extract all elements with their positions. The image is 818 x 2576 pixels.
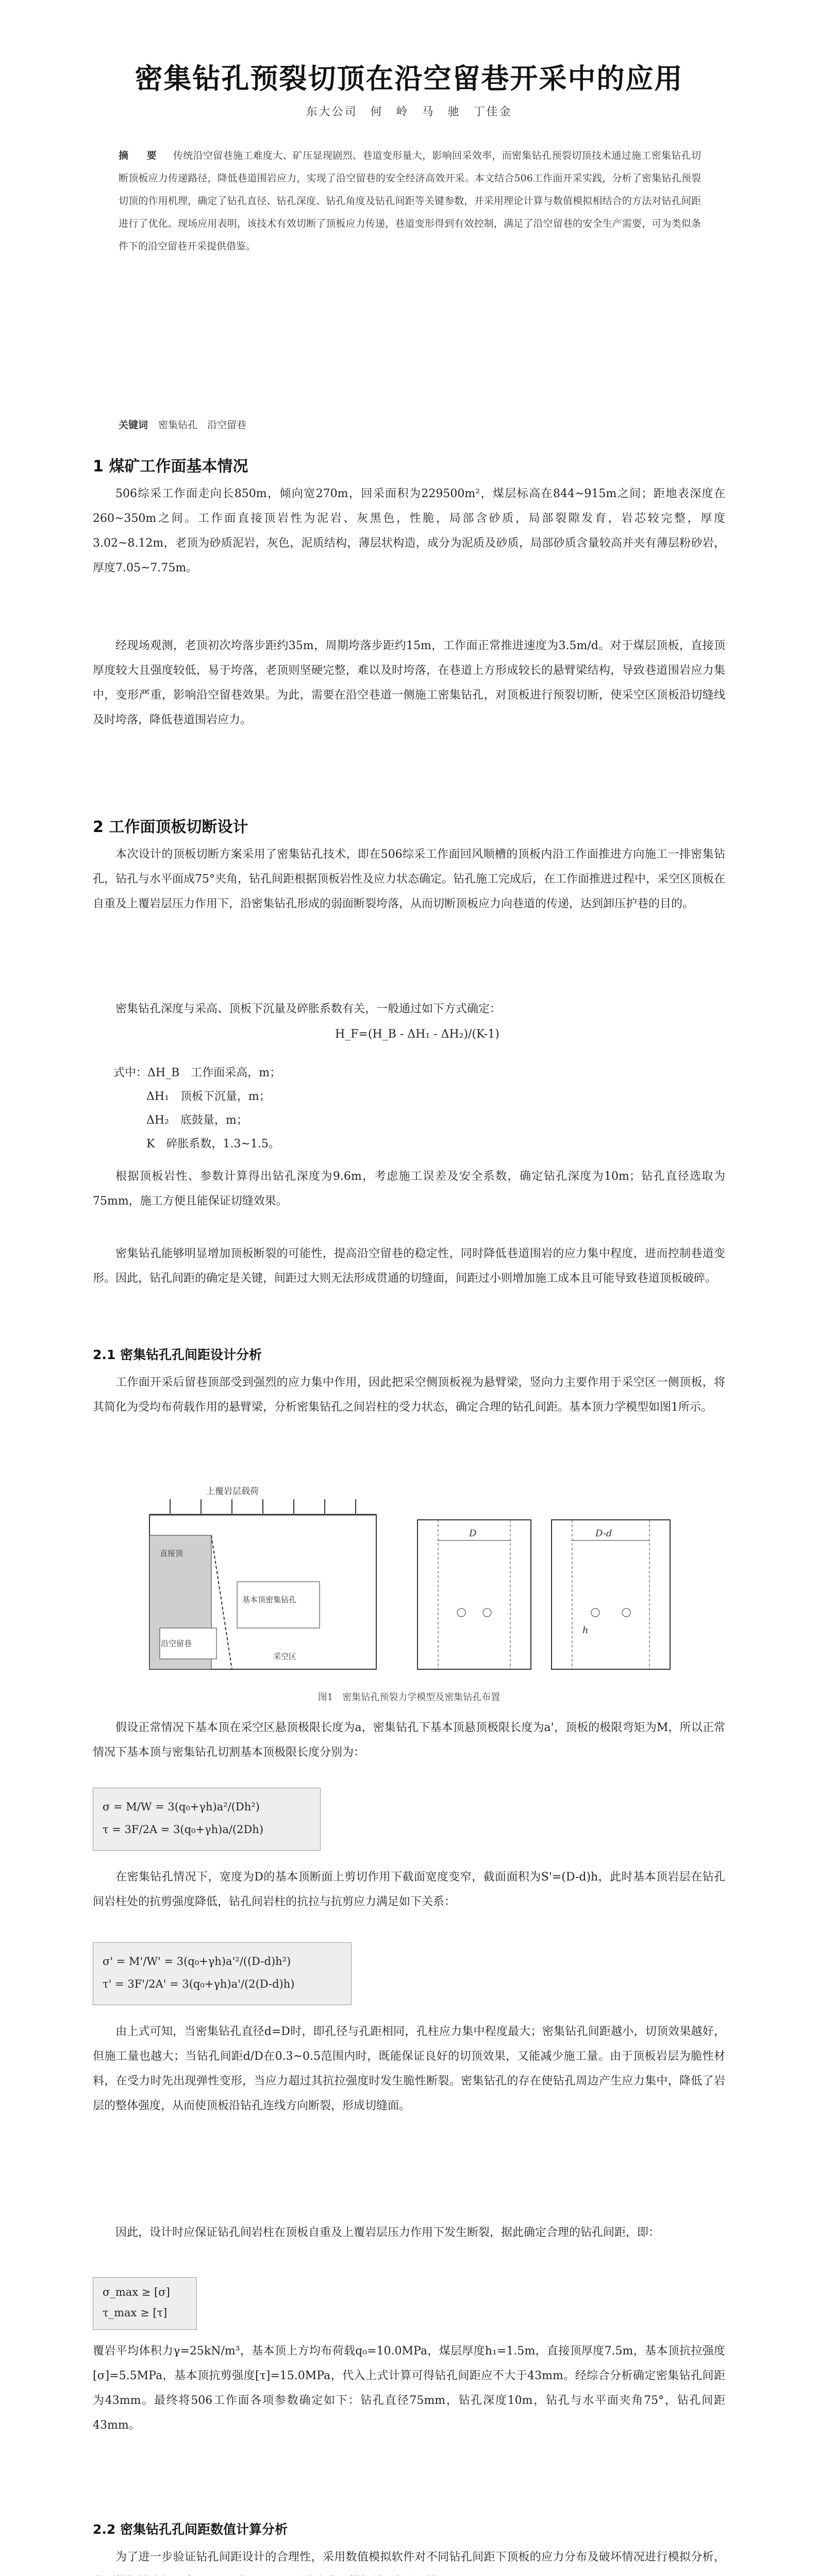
paragraph-1: 506综采工作面走向长850m，倾向宽270m，回采面积为229500m²，煤层标高在844~915m之间；距地表深度在260~350m之间。工作面直接顶岩性为泥岩、灰黑色，性脆，局部含砂质，局部裂隙发育，岩芯较完整，厚度3.02~8.12m，老顶为砂质泥岩，灰色，泥质结构，薄层状构造，成分为泥质及砂质，局部砂质含量较高并夹有薄层粉砂岩，厚度7.05~7.75m。 xyxy=(93,487,725,574)
section-heading-1: 1 煤矿工作面基本情况 xyxy=(93,457,248,476)
keywords xyxy=(119,417,701,431)
abstract-text: 传统沿空留巷施工难度大、矿压显现剧烈、巷道变形量大，影响回采效率，而密集钻孔预裂切顶技术通过施工密集钻孔切断顶板应力传递路径，降低巷道围岩应力，实现了沿空留巷的安全经济高效开采。本文结合506工作面开采实践，分析了密集钻孔预裂切顶的作用机理，确定了钻孔直径、钻孔深度、钻孔角度及钻孔间距等关键参数，并采用理论计算与数值模拟相结合的方法对钻孔间距进行了优化。现场应用表明，该技术有效切断了顶板应力传递，巷道变形得到有效控制，满足了沿空留巷的安全生产需要，可为类似条件下的沿空留巷开采提供借鉴。 xyxy=(119,150,701,252)
formula-2-image xyxy=(93,1788,321,1851)
section-heading-2-2: 2.2 密集钻孔孔间距数值计算分析 xyxy=(93,2522,288,2537)
label-dd: D-d xyxy=(595,1528,612,1539)
label-top: 上覆岩层载荷 xyxy=(206,1486,259,1497)
formula-4-line: σ_max ≥ [σ] xyxy=(103,2286,170,2298)
keywords-label: 关键词 xyxy=(119,419,148,431)
formula-1-definitions xyxy=(113,1061,281,1156)
paragraph-2: 经现场观测，老顶初次垮落步距约35m，周期垮落步距约15m，工作面正常推进速度为3.5m/d。对于煤层顶板，直接顶厚度较大且强度较低，易于垮落，老顶则坚硬完整，难以及时垮落，在巷道上方形成较长的悬臂梁结构，导致巷道围岩应力集中，变形严重，影响沿空留巷效果。为此，需要在沿空巷道一侧施工密集钻孔，对顶板进行预裂切断，使采空区顶板沿切缝线及时垮落，降低巷道围岩应力。 xyxy=(93,639,725,726)
figure-1-caption: 图1 密集钻孔预裂力学模型及密集钻孔布置 xyxy=(318,1692,500,1703)
label-h: h xyxy=(582,1625,589,1636)
paper-title: 密集钻孔预裂切顶在沿空留巷开采中的应用 xyxy=(135,62,683,95)
formula-def: K 碎胀系数，1.3~1.5。 xyxy=(146,1138,280,1150)
abstract-label: 摘 要 xyxy=(119,150,161,161)
paragraph-11: 因此，设计时应保证钻孔间岩柱在顶板自重及上覆岩层压力作用下发生断裂，据此确定合理的钻孔间距，即： xyxy=(115,2226,660,2239)
formula-3-image xyxy=(93,1942,352,2005)
formula-3-line: σ' = M'/W' = 3(q₀+γh)a'²/((D-d)h²) xyxy=(103,1955,291,1968)
label-d: D xyxy=(469,1528,477,1539)
formula-2-line: τ = 3F/2A = 3(q₀+γh)a/(2Dh) xyxy=(103,1823,264,1836)
formula-4-line: τ_max ≥ [τ] xyxy=(103,2307,168,2319)
paragraph-4: 密集钻孔深度与采高、顶板下沉量及碎胀系数有关，一般通过如下方式确定： xyxy=(115,1003,502,1015)
label-bottom: 采空区 xyxy=(273,1652,297,1661)
paragraph-13: 为了进一步验证钻孔间距设计的合理性，采用数值模拟软件对不同钻孔间距下顶板的应力分布及破坏情况进行模拟分析， xyxy=(115,2551,725,2564)
formula-1: H_F=(H_B - ΔH₁ - ΔH₂)/(K-1) xyxy=(335,1028,499,1041)
label-left: 直接顶 xyxy=(160,1549,183,1558)
paper-authors: 东大公司 何 岭 马 驰 丁佳金 xyxy=(306,106,512,118)
abstract xyxy=(119,144,701,258)
paragraph-10: 由上式可知，当密集钻孔直径d=D时，即孔径与孔距相同，孔柱应力集中程度最大；密集钻孔间距越小，切顶效果越好，但施工量也越大；当钻孔间距d/D在0.3~0.5范围内时，既能保证良好的切顶效果，又能减少施工量。由于顶板岩层为脆性材料，在受力时先出现弹性变形，当应力超过其抗拉强度时发生脆性断裂。密集钻孔的存在使钻孔周边产生应力集中，降低了岩层的整体强度，从而使顶板沿钻孔连线方向断裂，形成切缝面。 xyxy=(93,2025,725,2112)
figure-1 xyxy=(129,1479,691,1685)
mechanics-model xyxy=(149,1486,376,1669)
layout-frame-a xyxy=(418,1520,531,1669)
paragraph-7: 工作面开采后留巷顶部受到强烈的应力集中作用，因此把采空侧顶板视为悬臂梁，竖向力主要作用于采空区一侧顶板，将其简化为受均布荷载作用的悬臂梁，分析密集钻孔之间岩柱的受力状态，确定合理的钻孔间距。基本顶力学模型如图1所示。 xyxy=(93,1376,725,1414)
layout-frame-b xyxy=(552,1520,670,1669)
formula-def: ΔH₁ 顶板下沉量，m； xyxy=(146,1090,271,1103)
roof-block xyxy=(237,1582,320,1628)
paragraph-5: 根据顶板岩性、参数计算得出钻孔深度为9.6m，考虑施工误差及安全系数，确定钻孔深度为10m；钻孔直径选取为75mm，施工方便且能保证切缝效果。 xyxy=(93,1170,725,1208)
keywords-text: 密集钻孔 沿空留巷 xyxy=(158,419,247,431)
formula-4-image xyxy=(93,2277,197,2330)
label-mid: 基本顶密集钻孔 xyxy=(242,1595,297,1604)
formula-2-line: σ = M/W = 3(q₀+γh)a²/(Dh²) xyxy=(103,1801,260,1813)
paragraph-9: 在密集钻孔情况下，宽度为D的基本顶断面上剪切作用下截面宽度变窄，截面面积为S'=(D-d)h，此时基本顶岩层在钻孔间岩柱处的抗剪强度降低，钻孔间岩柱的抗拉与抗剪应力满足如下关系： xyxy=(93,1871,725,1908)
paragraph-6: 密集钻孔能够明显增加顶板断裂的可能性，提高沿空留巷的稳定性，同时降低巷道围岩的应力集中程度，进而控制巷道变形。因此，钻孔间距的确定是关键，间距过大则无法形成贯通的切缝面，间距过小则增加施工成本且可能导致巷道顶板破碎。 xyxy=(93,1247,725,1285)
figure-1-svg xyxy=(129,1479,691,1685)
label-side: 沿空留巷 xyxy=(161,1639,192,1648)
formula-def: ΔH₂ 底鼓量，m； xyxy=(146,1114,248,1127)
formula-def: 式中：ΔH_B 工作面采高，m； xyxy=(113,1066,281,1079)
load-arrows xyxy=(170,1499,356,1514)
section-heading-2-1: 2.1 密集钻孔孔间距设计分析 xyxy=(93,1347,262,1362)
paragraph-3: 本次设计的顶板切断方案采用了密集钻孔技术，即在506综采工作面回风顺槽的顶板内沿工作面推进方向施工一排密集钻孔，钻孔与水平面成75°夹角，钻孔间距根据顶板岩性及应力状态确定。钻孔施工完成后，在工作面推进过程中，采空区顶板在自重及上覆岩层压力作用下，沿密集钻孔形成的弱面断裂垮落，从而切断顶板应力向巷道的传递，达到卸压护巷的目的。 xyxy=(93,848,725,910)
borehole-layout xyxy=(418,1520,670,1669)
paragraph-8: 假设正常情况下基本顶在采空区悬顶极限长度为a，密集钻孔下基本顶悬顶极限长度为a'，顶板的极限弯矩为M，所以正常情况下基本顶与密集钻孔切割基本顶极限长度分别为： xyxy=(93,1721,725,1759)
formula-3-line: τ' = 3F'/2A' = 3(q₀+γh)a'/(2(D-d)h) xyxy=(103,1978,295,1990)
paragraph-12: 覆岩平均体积力γ=25kN/m³，基本顶上方均布荷载q₀=10.0MPa，煤层厚度h₁=1.5m，直接顶厚度7.5m，基本顶抗拉强度[σ]=5.5MPa，基本顶抗剪强度[τ]=15.0MPa，代入上式计算可得钻孔间距应不大于43mm。经综合分析确定密集钻孔间距为43mm。最终将506工作面各项参数确定如下：钻孔直径75mm，钻孔深度10m，钻孔与水平面夹角75°，钻孔间距43mm。 xyxy=(93,2345,725,2432)
section-heading-2: 2 工作面顶板切断设计 xyxy=(93,818,248,836)
